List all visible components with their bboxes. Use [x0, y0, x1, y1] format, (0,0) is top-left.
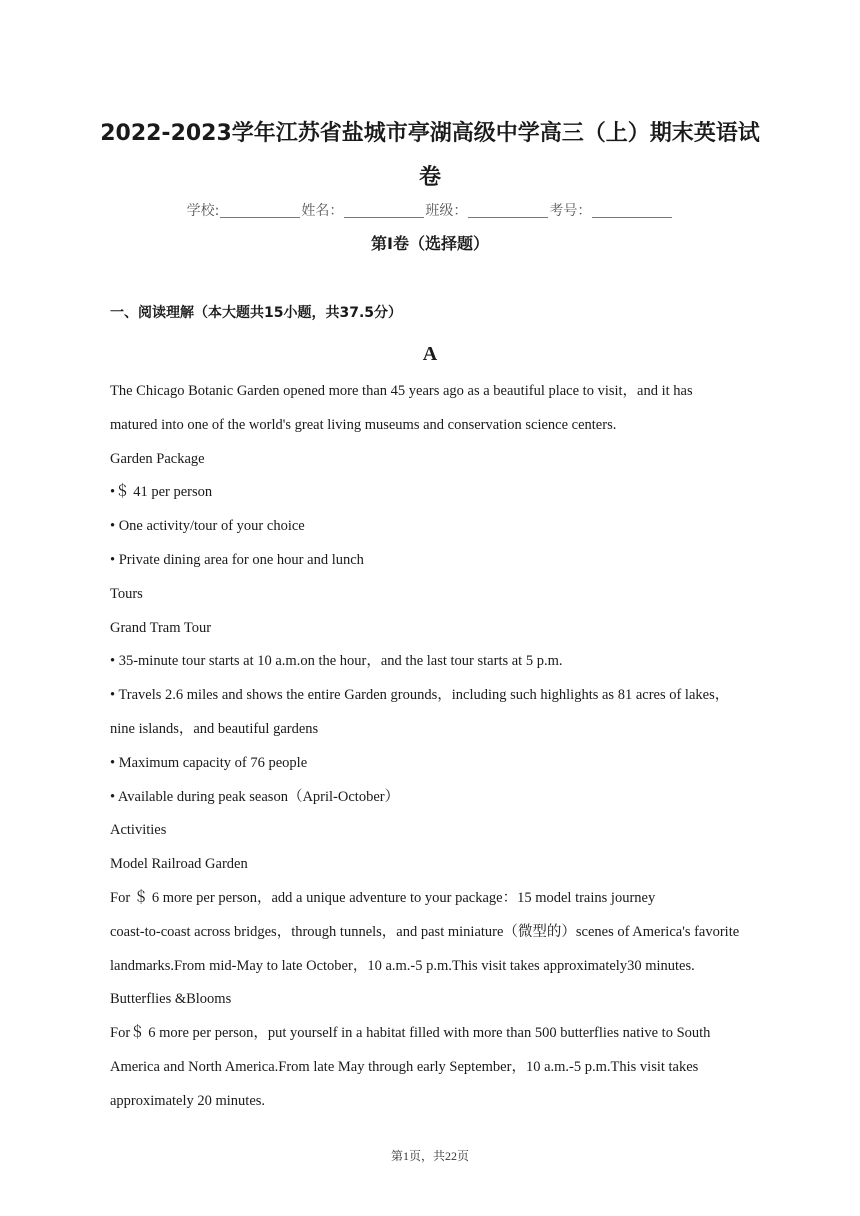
class-label: 班级： [425, 203, 468, 219]
text-line: • Private dining area for one hour and lunch [110, 551, 364, 568]
section-heading: 一、阅读理解（本大题共15小题，共37.5分） [110, 305, 403, 321]
text-line: Garden Package [110, 450, 205, 467]
text-line: approximately 20 minutes. [110, 1092, 266, 1109]
passage-body [110, 375, 755, 1119]
text-line: The Chicago Botanic Garden opened more than 45 years ago as a beautiful place to visit，and it has [110, 383, 693, 399]
text-line: landmarks.From mid-May to late October，10 a.m.-5 p.m.This visit takes approximately30 minutes. [110, 957, 695, 974]
text-line: matured into one of the world's great living museums and conservation science centers. [110, 416, 617, 433]
page-footer: 第1页，共22页 [390, 1149, 469, 1163]
text-line: coast-to-coast across bridges，through tunnels，and past miniature（微型的）scenes of America's favorite [110, 923, 740, 940]
text-line: America and North America.From late May through early September，10 a.m.-5 p.m.This visit takes [110, 1058, 699, 1075]
name-label: 姓名： [301, 203, 344, 219]
class-blank [468, 203, 548, 218]
exam-title: 2022-2023学年江苏省盐城市亭湖高级中学高三（上）期末英语试卷 [100, 121, 760, 190]
school-blank [220, 203, 300, 218]
text-line: • Travels 2.6 miles and shows the entire Garden grounds，including such highlights as 81 acres of lakes， [110, 687, 730, 704]
id-label: 考号： [549, 203, 592, 219]
text-line: Activities [110, 822, 167, 839]
school-label: 学校: [186, 203, 220, 219]
text-line: nine islands，and beautiful gardens [110, 720, 319, 737]
text-line: For ＄ 6 more per person，add a unique adventure to your package：15 model trains journey [110, 889, 656, 906]
student-info-line [0, 201, 860, 221]
text-line: • Maximum capacity of 76 people [110, 754, 308, 771]
text-line: Tours [110, 585, 143, 602]
text-line: Butterflies &Blooms [110, 991, 232, 1008]
text-line: • 35-minute tour starts at 10 a.m.on the hour，and the last tour starts at 5 p.m. [110, 653, 563, 670]
volume-heading: 第I卷（选择题） [371, 234, 489, 253]
text-line: For＄ 6 more per person，put yourself in a habitat filled with more than 500 butterflies native to South [110, 1025, 711, 1042]
id-blank [592, 203, 672, 218]
name-blank [344, 203, 424, 218]
text-line: • Available during peak season（April-October） [110, 788, 400, 805]
passage-label: A [422, 343, 438, 365]
text-line: •＄ 41 per person [110, 484, 213, 501]
text-line: Grand Tram Tour [110, 619, 212, 636]
text-line: Model Railroad Garden [110, 856, 248, 873]
text-line: • One activity/tour of your choice [110, 518, 305, 535]
